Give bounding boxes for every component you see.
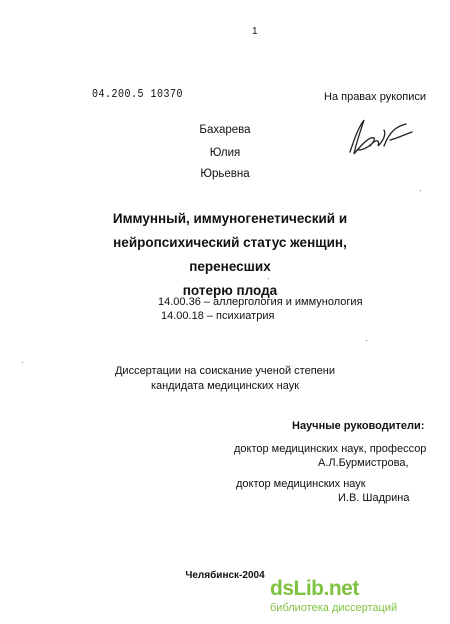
author-surname: Бахарева <box>199 124 251 136</box>
scan-speck <box>22 362 23 363</box>
scan-speck <box>420 190 421 191</box>
supervisor-1-name: А.Л.Бурмистрова, <box>318 457 409 469</box>
page-mark: 1 <box>252 26 258 37</box>
author-name: Юлия <box>209 147 241 159</box>
dissertation-title <box>80 207 380 303</box>
title-line: потерю плода <box>182 283 278 298</box>
degree-line: кандидата медицинских наук <box>150 380 300 392</box>
supervisor-1-title: доктор медицинских наук, профессор <box>234 443 427 455</box>
supervisor-2-title: доктор медицинских наук <box>236 478 366 490</box>
scan-speck <box>366 340 367 341</box>
dslib-watermark <box>270 578 446 615</box>
city-year: Челябинск-2004 <box>185 570 265 581</box>
supervisor-2-name: И.В. Шадрина <box>338 492 410 504</box>
specialty-line: 14.00.36 – аллергология и иммунология <box>158 296 363 308</box>
author-patronymic: Юрьевна <box>200 168 250 180</box>
title-line: нейропсихический статус женщин, перенесших <box>113 235 347 274</box>
watermark-tagline: библиотека диссертаций <box>270 602 398 614</box>
degree-line: Диссертации на соискание ученой степени <box>114 365 336 377</box>
registration-stamp: 04.200.5 10370 <box>92 89 184 102</box>
title-line: Иммунный, иммуногенетический и <box>112 211 348 226</box>
watermark-site: dsLib.net <box>270 577 359 600</box>
scan-speck <box>268 278 269 279</box>
degree-statement <box>0 364 450 394</box>
specialty-line: 14.00.18 – психиатрия <box>161 310 275 322</box>
manuscript-rights-label: На правах рукописи <box>324 91 426 103</box>
supervisors-heading: Научные руководители: <box>292 420 425 432</box>
